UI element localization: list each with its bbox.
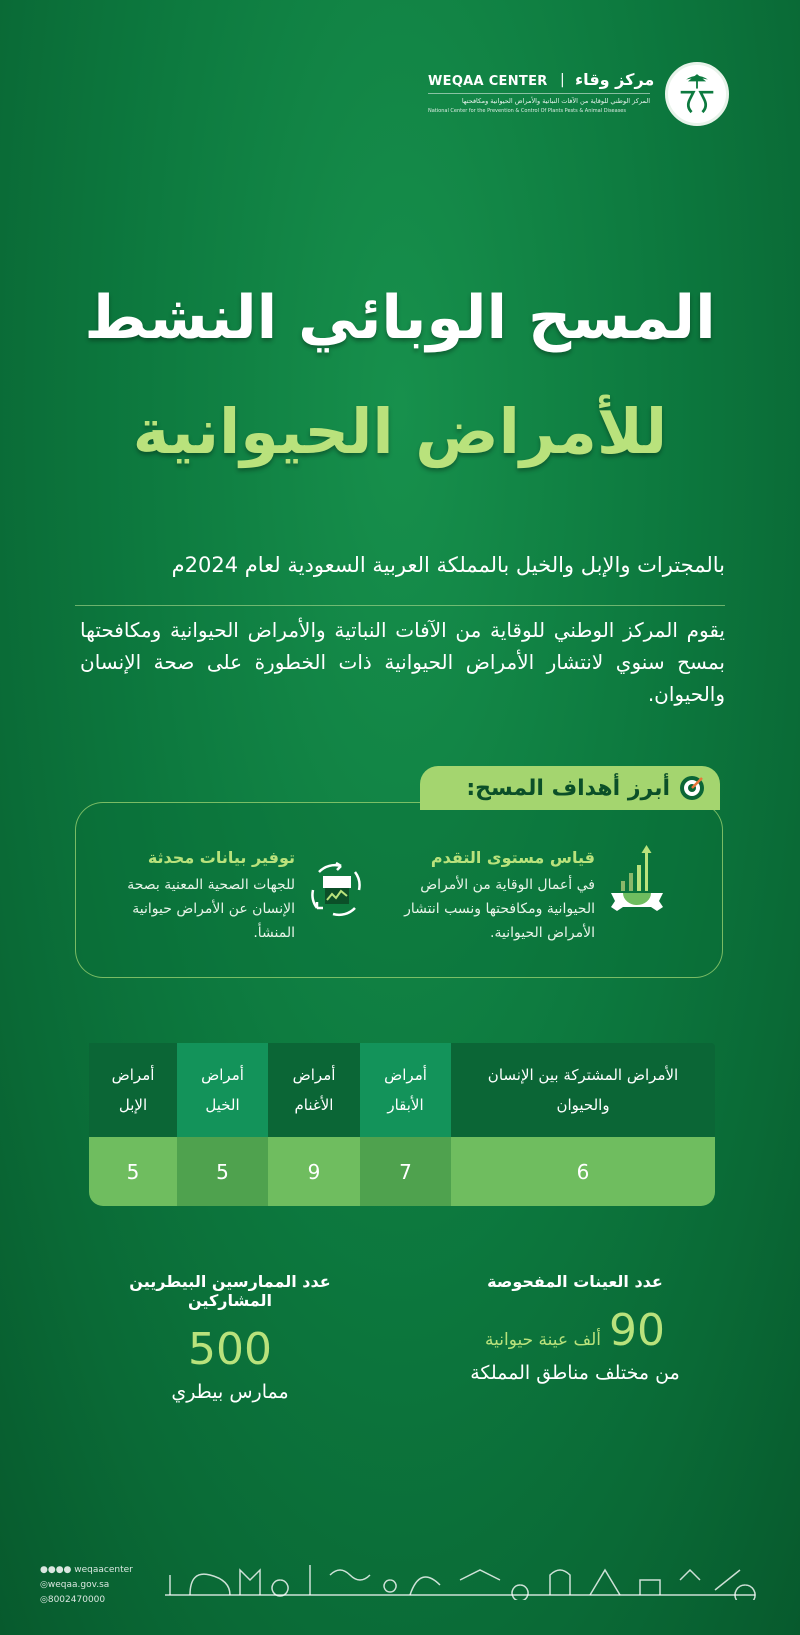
social-text: weqaacenter <box>74 1565 133 1575</box>
goal-item-data <box>105 848 295 945</box>
brand-name-en: WEQAA CENTER <box>428 74 548 89</box>
stat-sub: من مختلف مناطق المملكة <box>470 1362 680 1384</box>
table-header-cell: أمراض الأبقار <box>360 1043 451 1137</box>
stat-value <box>440 1305 710 1356</box>
stat-sub: ممارس بيطري <box>171 1381 289 1403</box>
table-value-cell: 5 <box>177 1137 268 1206</box>
table-header-cell: الأمراض المشتركة بين الإنسان والحيوان <box>451 1043 715 1137</box>
intro-paragraph: يقوم المركز الوطني للوقاية من الآفات النباتية والأمراض الحيوانية ومكافحتها بمسح سنوي لانتشار الأمراض الحيوانية ذات الخطورة على صحة الإنسان والحيوان. <box>80 618 725 706</box>
table-header-cell: أمراض الأغنام <box>268 1043 360 1137</box>
stat-number: 90 <box>608 1305 665 1356</box>
target-icon <box>678 774 706 802</box>
social-handle[interactable] <box>40 1563 133 1578</box>
table-header-cell: أمراض الإبل <box>89 1043 177 1137</box>
website-link[interactable] <box>40 1578 133 1593</box>
stat-label: عدد الممارسين البيطريين المشاركين <box>129 1272 331 1310</box>
table-header-cell: أمراض الخيل <box>177 1043 268 1137</box>
website-text: weqaa.gov.sa <box>47 1580 110 1590</box>
brand-divider <box>428 93 650 94</box>
brand-name-ar: مركز وقاء <box>575 70 655 89</box>
stat-unit: ألف عينة حيوانية <box>485 1330 601 1350</box>
brand-subtitle-ar: المركز الوطني للوقاية من الآفات النباتية والأمراض الحيوانية ومكافحتها <box>461 97 650 105</box>
goal-title: توفير بيانات محدثة <box>147 848 295 867</box>
table-value-cell: 5 <box>89 1137 177 1206</box>
phone-text: 8002470000 <box>47 1595 106 1605</box>
phone-number[interactable] <box>40 1593 133 1608</box>
footer-contacts <box>40 1563 133 1608</box>
social-icons: ●●●● <box>40 1565 75 1575</box>
table-value-cell: 9 <box>268 1137 360 1206</box>
goal-text: في أعمال الوقاية من الأمراض الحيوانية ومكافحتها ونسب انتشار الأمراض الحيوانية. <box>404 877 595 941</box>
weqaa-logo <box>665 62 729 126</box>
palm-logo-icon <box>668 65 726 123</box>
data-refresh-icon <box>305 858 369 922</box>
page-title-line1: المسح الوبائي النشط <box>84 283 716 353</box>
globe-icon: ◎ <box>40 1580 48 1590</box>
goals-heading-text: أبرز أهداف المسح: <box>466 775 670 801</box>
table-value-cell: 7 <box>360 1137 451 1206</box>
divider <box>75 605 725 606</box>
goals-heading <box>420 766 720 810</box>
goal-title: قياس مستوى التقدم <box>430 848 595 867</box>
goal-item-progress <box>395 848 595 945</box>
table-value-cell: 6 <box>451 1137 715 1206</box>
stat-number: 500 <box>188 1324 272 1375</box>
brand-separator: | <box>560 72 565 88</box>
phone-icon: ◎ <box>40 1595 48 1605</box>
page-title-line2: للأمراض الحيوانية <box>132 395 668 468</box>
stat-vets <box>85 1272 375 1403</box>
goal-text: للجهات الصحية المعنية بصحة الإنسان عن الأمراض حيوانية المنشأ. <box>127 877 295 941</box>
stat-samples <box>440 1272 710 1384</box>
stat-label: عدد العينات المفحوصة <box>487 1272 663 1291</box>
decorative-line-art <box>160 1560 760 1600</box>
brand-subtitle-en: National Center for the Prevention & Control Of Plants Pests & Animal Diseases <box>428 108 626 114</box>
progress-gear-icon <box>605 845 669 915</box>
subtitle: بالمجترات والإبل والخيل بالمملكة العربية السعودية لعام 2024م <box>171 553 725 577</box>
diseases-table <box>89 1043 715 1206</box>
